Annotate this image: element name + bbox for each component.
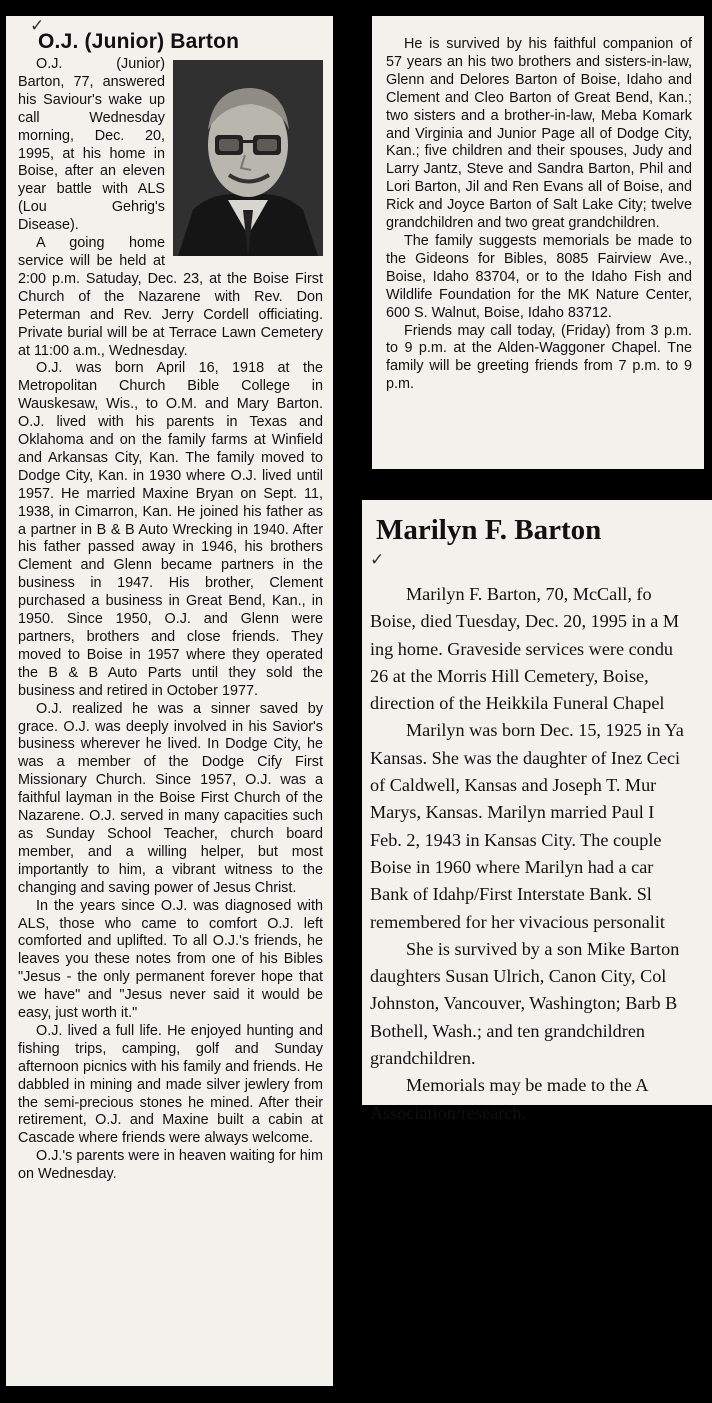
line: Boise, died Tuesday, Dec. 20, 1995 in a M: [370, 611, 679, 632]
obituary-title: O.J. (Junior) Barton: [38, 30, 240, 53]
line: Memorials may be made to the A: [406, 1075, 649, 1096]
line: Feb. 2, 1943 in Kansas City. The couple: [370, 829, 662, 850]
obituary-oj-barton: [6, 16, 333, 1386]
continuation-body: [386, 36, 692, 394]
paragraph: A going home service will be held at 2:00 p.m. Satuday, Dec. 23, at the Boise First Church of the Nazarene with Rev. Don Peterman and Rev. Jerry Cordell officiating. Private burial will be at Terrace Lawn Cemetery at 11:00 a.m., Wednesday.: [18, 235, 323, 359]
line: Bank of Idahp/First Interstate Bank. Sl: [370, 884, 652, 905]
paragraph: O.J. (Junior) Barton, 77, answered his Saviour's wake up call Wednesday morning, Dec. 20, 1995, at his home in Boise, after an eleven year battle with ALS (Lou Gehrig's Disease).: [18, 56, 323, 235]
line: Johnston, Vancouver, Washington; Barb B: [370, 993, 678, 1014]
line: daughters Susan Ulrich, Canon City, Col: [370, 966, 667, 987]
line: 26 at the Morris Hill Cemetery, Boise,: [370, 665, 649, 686]
line: She is survived by a son Mike Barton: [406, 938, 680, 959]
paragraph: O.J. was born April 16, 1918 at the Metropolitan Church Bible College in Wauskesaw, Wis., to O.M. and Mary Barton. O.J. lived with his parents in Texas and Oklahoma and on the family farms at Winfield and Arkansas City, Kan. The family moved to Dodge City, Kan. in 1930 where O.J. lived until 1957. He married Maxine Bryan on Sept. 11, 1938, in Cimarron, Kan. He joined his father as a partner in B & B Auto Wrecking in 1940. After his father passed away in 1946, his brothers Clement and Glenn became partners in the business in 1947. His brother, Clement purchased a business in Great Bend, Kan., in 1950. Since 1950, O.J. and Glenn were partners, brothers and close friends. They moved to Boise in 1957 where they operated the B & B Auto Parts until they sold the business and retired in October 1977.: [18, 360, 323, 699]
line: of Caldwell, Kansas and Joseph T. Mur: [370, 775, 657, 796]
line: remembered for her vivacious personalit: [370, 911, 665, 932]
paragraph: O.J. realized he was a sinner saved by grace. O.J. was deeply involved in his Savior's business wherever he lived. In Dodge City, he was a member of the Dodge Cify First Missionary Church. Since 1957, O.J. was a faithful layman in the Boise First Church of the Nazarene. O.J. served in many capacities such as Sunday School Teacher, church board member, and a willing helper, but most importantly to him, a vibrant witness to the changing and saving power of Jesus Christ.: [18, 700, 323, 896]
paragraph: Friends may call today, (Friday) from 3 p.m. to 9 p.m. at the Alden-Waggoner Chapel. Tne family will be greeting friends from 7 p.m. to 9 p.m.: [386, 322, 692, 393]
obituary-title: Marilyn F. Barton: [376, 514, 602, 546]
line: Marilyn was born Dec. 15, 1925 in Ya: [406, 720, 684, 741]
line: Boise in 1960 where Marilyn had a car: [370, 856, 654, 877]
paragraph: In the years since O.J. was diagnosed with ALS, those who came to comfort O.J. left comforted and uplifted. To all O.J.'s friends, he leaves you these notes from one of his Bibles "Jesus - the only permanent forever hope that we have" and "Jesus never said it would be easy, just worth it.": [18, 897, 323, 1022]
paragraph: He is survived by his faithful companion of 57 years an his two brothers and sisters-in-law, Glenn and Delores Barton of Boise, Idaho and Clement and Cleo Barton of Great Bend, Kan.; two sisters and a brother-in-law, Meba Komark and Virginia and Junior Page all of Dodge City, Kan.; five children and their spouses, Judy and Larry Jantz, Steve and Sandra Barton, Phil and Lori Barton, Jil and Ren Evans all of Boise, and Rick and Joyce Barton of Salt Lake City; twelve grandchildren and two great grandchildren.: [386, 36, 692, 232]
paragraph: O.J.'s parents were in heaven waiting for him on Wednesday.: [18, 1148, 323, 1183]
check-mark-icon: ✓: [370, 550, 385, 570]
line: Marys, Kansas. Marilyn married Paul I: [370, 802, 655, 823]
line: Bothell, Wash.; and ten grandchildren: [370, 1020, 645, 1041]
line: grandchildren.: [370, 1048, 476, 1069]
check-mark-icon: ✓: [30, 16, 45, 36]
line: direction of the Heikkila Funeral Chapel: [370, 693, 665, 714]
line: Marilyn F. Barton, 70, McCall, fo: [406, 584, 652, 604]
paragraph: The family suggests memorials be made to the Gideons for Bibles, 8085 Fairview Ave., Boise, Idaho 83704, or to the Idaho Fish and Wildlife Foundation for the MK Nature Center, 600 S. Walnut, Boise, Idaho 83712.: [386, 232, 692, 321]
portrait-photo: [173, 60, 323, 256]
obituary-body: [18, 56, 323, 1184]
paragraph: O.J. lived a full life. He enjoyed hunting and fishing trips, camping, golf and Sunday afternoon picnics with his family and friends. He dabbled in mining and made silver jewlery from the semi-precious stones he mined. After their retirement, O.J. and Maxine built a cabin at Cascade where friends were always welcome.: [18, 1022, 323, 1147]
obituary-body: [370, 581, 712, 1127]
obituary-continuation: [372, 16, 704, 469]
line: ing home. Graveside services were condu: [370, 638, 674, 659]
line: Association/research.: [370, 1102, 527, 1123]
obituary-marilyn-barton: [362, 500, 712, 1123]
line: Kansas. She was the daughter of Inez Ceci: [370, 747, 681, 768]
